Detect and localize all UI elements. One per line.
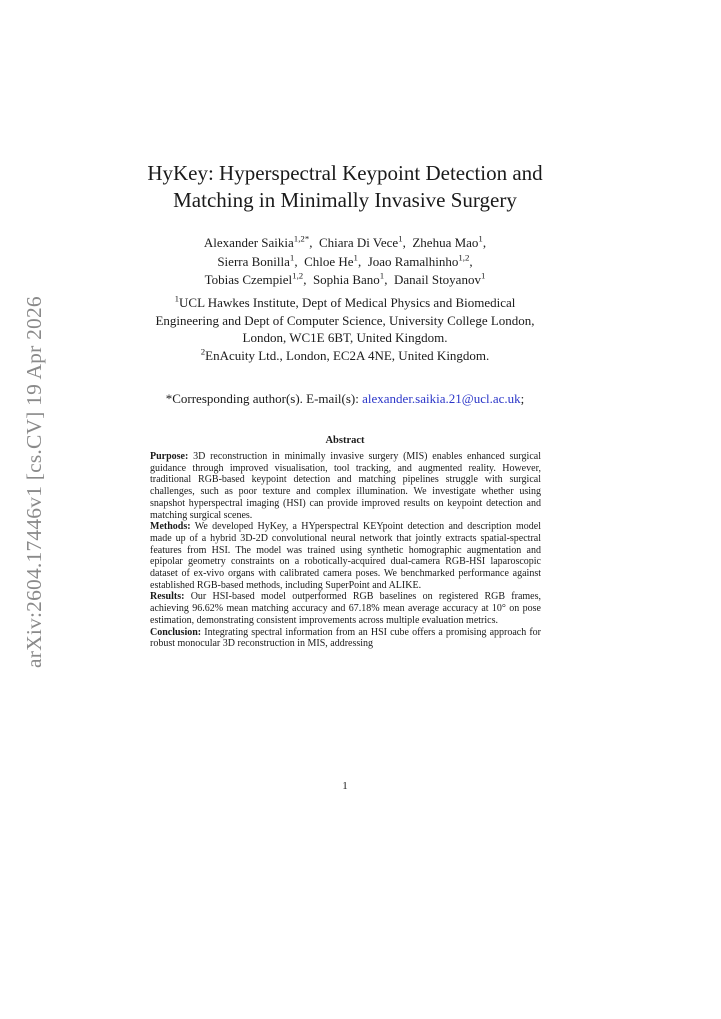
affiliation-1-text: UCL Hawkes Institute, Dept of Medical Physics and Biomedical — [179, 295, 516, 310]
corresponding-prefix: *Corresponding author(s). E-mail(s): — [165, 391, 363, 406]
abstract-body — [150, 451, 541, 650]
abstract-conclusion — [150, 627, 541, 650]
author-name: Chloe He — [304, 253, 354, 269]
author-name: Alexander Saikia — [203, 235, 294, 250]
abstract-heading: Abstract — [325, 435, 365, 446]
title-line-2: Matching in Minimally Invasive Surgery — [173, 188, 517, 212]
results-text: Our HSI-based model outperformed RGB baselines on registered RGB frames, achieving 96.62% mean matching accuracy and 67.18% mean average accuracy at 10° on pose estimation, demonstrating consistent improvements across multiple evaluation metrics. — [150, 591, 541, 626]
arxiv-identifier-text: arXiv:2604.17446v1 [cs.CV] 19 Apr 2026 — [22, 296, 46, 668]
author-affiliation-mark: 1,2* — [293, 233, 310, 244]
author-affiliation-mark: 1 — [289, 252, 295, 263]
conclusion-label: Conclusion: — [150, 626, 202, 638]
author-name: Chiara Di Vece — [319, 235, 399, 250]
affiliation-1-mark: 1 — [174, 293, 180, 304]
affiliation-1-line-1 — [0, 294, 690, 312]
affiliation-1-line-3: London, WC1E 6BT, United Kingdom. — [242, 330, 448, 345]
author-affiliation-mark: 1 — [480, 270, 486, 281]
author-name: Sophia Bano — [312, 272, 380, 287]
author-affiliation-mark: 1 — [398, 233, 403, 244]
author-affiliation-mark: 1 — [478, 233, 483, 244]
author-line-2: Sierra Bonilla$^1$, Chloe He$^1$, Joao Ramalhinho$^{1,2}$, — [217, 252, 473, 269]
corresponding-author-note — [0, 391, 690, 407]
results-label: Results: — [150, 591, 185, 603]
abstract-purpose — [150, 451, 541, 521]
author-name: Joao Ramalhinho — [367, 253, 459, 269]
author-affiliation-mark: 1 — [353, 252, 358, 263]
affiliation-2-text: EnAcuity Ltd., London, EC2A 4NE, United Kingdom. — [205, 347, 490, 363]
author-affiliation-mark: 1,2 — [458, 252, 470, 263]
author-name: Danail Stoyanov — [393, 272, 481, 287]
author-list — [0, 234, 690, 290]
affiliation-1-line-2: Engineering and Dept of Computer Science, University College London, — [155, 312, 535, 328]
author-name: Tobias Czempiel — [204, 272, 293, 287]
page-number: 1 — [342, 780, 348, 792]
conclusion-text: Integrating spectral information from an HSI cube offers a promising approach for robust monocular 3D reconstruction in MIS, addressing — [150, 626, 541, 650]
purpose-text: 3D reconstruction in minimally invasive surgery (MIS) enables enhanced surgical guidance through improved visualisation, tool tracking, and augmented reality. However, traditional RGB-based keypoint detection and matching pipelines struggle with surgical challenges, such as poor texture and complex illumination. We investigate whether using snapshot hyperspectral imaging (HSI) can provide improved results on keypoint detection and matching surgical scenes. — [150, 451, 541, 521]
affiliations — [0, 294, 690, 364]
corresponding-suffix: ; — [520, 391, 525, 406]
author-affiliation-mark: 1 — [379, 270, 385, 281]
affiliation-2-line-1 — [0, 347, 690, 365]
author-name: Zhehua Mao — [412, 235, 479, 250]
title-line-1: HyKey: Hyperspectral Keypoint Detection and — [147, 161, 543, 185]
corresponding-email-link[interactable]: alexander.saikia.21@ucl.ac.uk — [362, 391, 521, 406]
affiliation-2-mark: 2 — [200, 346, 206, 357]
author-line-3: Tobias Czempiel$^{1,2}$, Sophia Bano$^1$, Danail Stoyanov$^1$ — [204, 270, 486, 287]
methods-label: Methods: — [150, 521, 191, 533]
author-line-1: Alexander Saikia$^{1,2*}$, Chiara Di Vece$^1$, Zhehua Mao$^1$, — [203, 233, 487, 250]
author-affiliation-mark: 1,2 — [292, 270, 304, 281]
author-name: Sierra Bonilla — [217, 253, 290, 269]
paper-title — [0, 160, 690, 214]
abstract-methods — [150, 521, 541, 591]
purpose-label: Purpose: — [150, 451, 189, 462]
abstract-results — [150, 591, 541, 626]
methods-text: We developed HyKey, a HYperspectral KEYpoint detection and description model made up of a hybrid 3D-2D convolutional neural network that jointly extracts spatial-spectral features from HSI. The model was trained using synthetic homographic augmentation and epipolar geometry constraints on a robotically-acquired dual-camera RGB-HSI laparoscopic dataset of ex-vivo organs with calibrated camera poses. We benchmarked performance against established RGB-based methods, including SuperPoint and ALIKE. — [150, 521, 541, 591]
